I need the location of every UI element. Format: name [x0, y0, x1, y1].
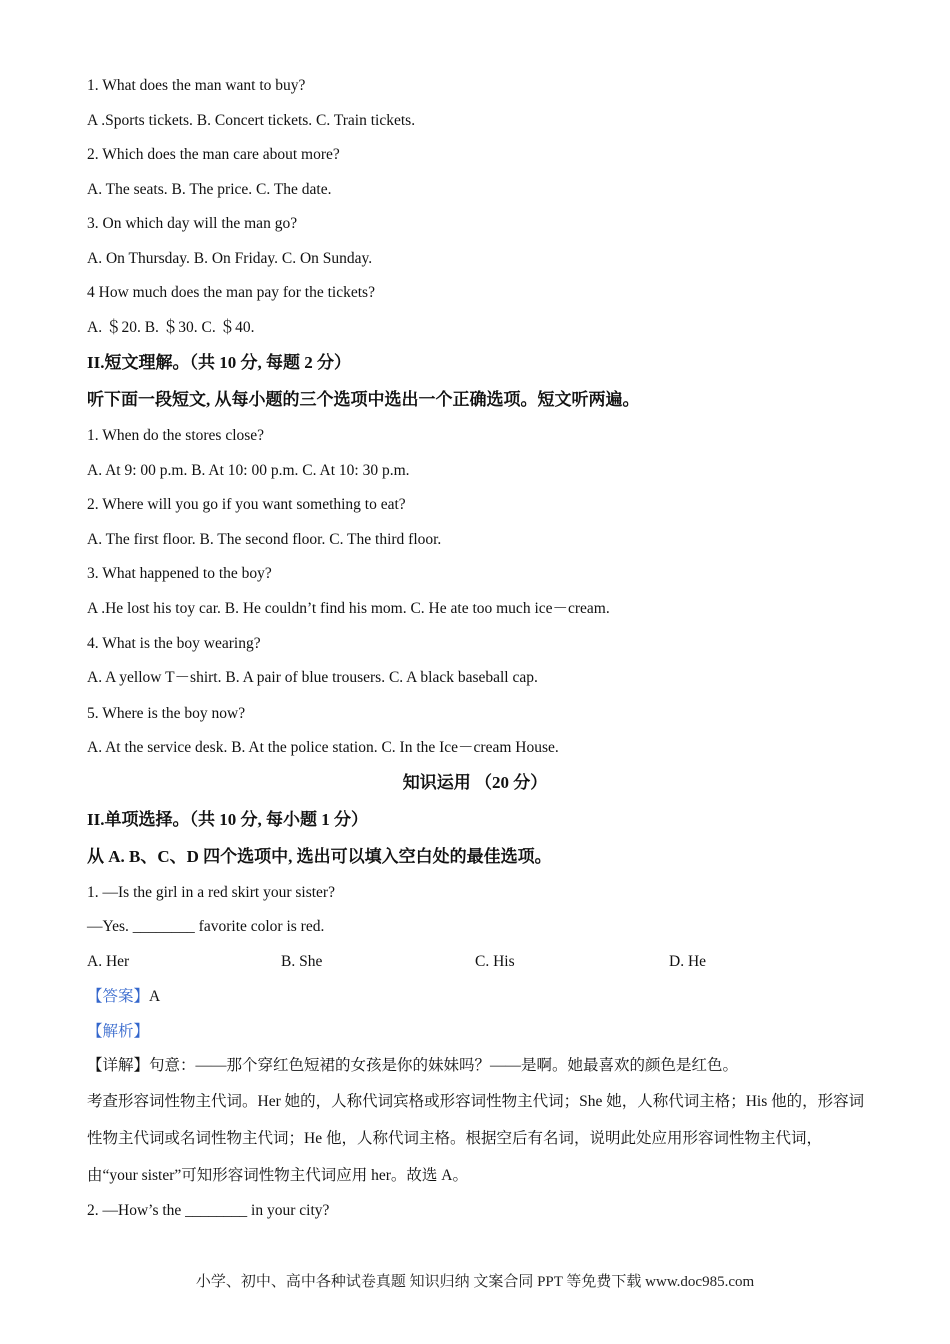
- question-options: A. The first floor. B. The second floor. C. The third floor.: [87, 531, 442, 548]
- part-title: 知识运用 （20 分）: [402, 773, 548, 792]
- option-a: A. Her: [87, 953, 130, 970]
- detail-text: 【详解】句意：——那个穿红色短裙的女孩是你的妹妹吗？——是啊。她最喜欢的颜色是红色。: [87, 1057, 739, 1074]
- question-text: 4. What is the boy wearing?: [87, 635, 261, 652]
- section-title: II.短文理解。（共 10 分, 每题 2 分）: [87, 353, 351, 372]
- question-text: 5. Where is the boy now?: [87, 705, 246, 722]
- question-text: 3. On which day will the man go?: [87, 215, 298, 232]
- answer-label: 【答案】: [87, 988, 150, 1005]
- question-text-line2: —Yes. ________ favorite color is red.: [87, 918, 325, 935]
- section-title: II.单项选择。（共 10 分, 每小题 1 分）: [87, 810, 368, 829]
- question-options: A. At 9: 00 p.m. B. At 10: 00 p.m. C. At 10: 30 p.m.: [87, 462, 410, 479]
- question-text: 1. —Is the girl in a red skirt your sister?: [87, 884, 335, 901]
- question-options: A. The seats. B. The price. C. The date.: [87, 181, 332, 198]
- question-text: 2. Where will you go if you want something to eat?: [87, 496, 406, 513]
- question-text: 1. When do the stores close?: [87, 427, 265, 444]
- analysis-label: 【解析】: [87, 1023, 150, 1040]
- question-text: 1. What does the man want to buy?: [87, 77, 306, 94]
- question-text: 2. Which does the man care about more?: [87, 146, 340, 163]
- answer-value: A: [149, 988, 161, 1005]
- question-options: A. ＄20. B. ＄30. C. ＄40.: [87, 319, 255, 336]
- question-text: 3. What happened to the boy?: [87, 565, 272, 582]
- explanation-text: 考查形容词性物主代词。Her 她的，人称代词宾格或形容词性物主代词；She 她，人称代词主格；His 他的，形容词性物主代词或名词性物主代词；He 他，人称代词主格。根据空后有名词，说明此处应用形容词性物主代词，由“your sister”可知形容词性物主代词应用 her。故选 A。: [87, 1093, 865, 1184]
- question-options: A. At the service desk. B. At the police station. C. In the Ice－cream House.: [87, 739, 559, 756]
- option-c: C. His: [475, 953, 515, 970]
- question-text: 4 How much does the man pay for the tickets?: [87, 284, 375, 301]
- option-b: B. She: [281, 953, 323, 970]
- section-instruction: 从 A. B、C、D 四个选项中, 选出可以填入空白处的最佳选项。: [87, 847, 552, 866]
- answer-line: [87, 987, 160, 1007]
- question-text: 2. —How’s the ________ in your city?: [87, 1202, 330, 1219]
- option-d: D. He: [669, 953, 707, 970]
- page-footer: 小学、初中、高中各种试卷真题 知识归纳 文案合同 PPT 等免费下载 www.doc985.com: [195, 1274, 755, 1290]
- question-options: A .Sports tickets. B. Concert tickets. C. Train tickets.: [87, 112, 416, 129]
- section-instruction: 听下面一段短文, 从每小题的三个选项中选出一个正确选项。短文听两遍。: [87, 390, 640, 409]
- question-options: A. A yellow T－shirt. B. A pair of blue trousers. C. A black baseball cap.: [87, 669, 538, 686]
- question-options: A .He lost his toy car. B. He couldn’t find his mom. C. He ate too much ice－cream.: [87, 600, 610, 617]
- question-options: A. On Thursday. B. On Friday. C. On Sunday.: [87, 250, 373, 267]
